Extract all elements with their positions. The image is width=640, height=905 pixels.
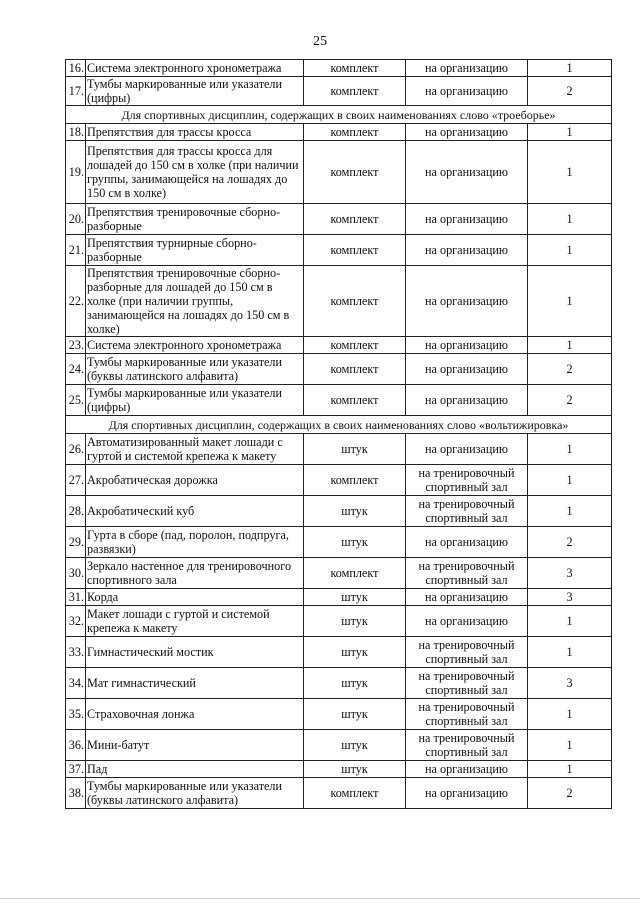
table-row (66, 668, 612, 699)
quantity: 2 (528, 527, 612, 558)
unit-of-measure: комплект (304, 385, 406, 416)
unit-of-measure: комплект (304, 337, 406, 354)
unit-of-measure: штук (304, 606, 406, 637)
item-name: Тумбы маркированные или указатели (буквы латинского алфавита) (86, 354, 304, 385)
item-name: Гурта в сборе (пад, поролон, подпруга, развязки) (86, 527, 304, 558)
table-row (66, 434, 612, 465)
unit-of-measure: штук (304, 730, 406, 761)
calculation-unit: на организацию (406, 527, 528, 558)
quantity: 1 (528, 235, 612, 266)
quantity: 1 (528, 606, 612, 637)
unit-of-measure: комплект (304, 141, 406, 204)
quantity: 1 (528, 730, 612, 761)
row-number: 21. (66, 235, 86, 266)
unit-of-measure: штук (304, 699, 406, 730)
calculation-unit: на тренировочный спортивный зал (406, 558, 528, 589)
unit-of-measure: штук (304, 434, 406, 465)
calculation-unit: на организацию (406, 204, 528, 235)
section-header-row (66, 106, 612, 124)
row-number: 25. (66, 385, 86, 416)
calculation-unit: на организацию (406, 385, 528, 416)
calculation-unit: на тренировочный спортивный зал (406, 699, 528, 730)
item-name: Система электронного хронометража (86, 60, 304, 77)
row-number: 32. (66, 606, 86, 637)
quantity: 3 (528, 558, 612, 589)
unit-of-measure: комплект (304, 204, 406, 235)
row-number: 24. (66, 354, 86, 385)
section-title: Для спортивных дисциплин, содержащих в своих наименованиях слово «вольтижировка» (66, 416, 612, 434)
item-name: Мат гимнастический (86, 668, 304, 699)
calculation-unit: на организацию (406, 778, 528, 809)
calculation-unit: на тренировочный спортивный зал (406, 668, 528, 699)
table-row (66, 730, 612, 761)
quantity: 1 (528, 496, 612, 527)
calculation-unit: на организацию (406, 141, 528, 204)
table-row (66, 606, 612, 637)
table-row (66, 204, 612, 235)
calculation-unit: на организацию (406, 266, 528, 337)
unit-of-measure: штук (304, 496, 406, 527)
quantity: 1 (528, 465, 612, 496)
unit-of-measure: комплект (304, 778, 406, 809)
calculation-unit: на организацию (406, 589, 528, 606)
table-row (66, 465, 612, 496)
row-number: 19. (66, 141, 86, 204)
table-row (66, 337, 612, 354)
item-name: Мини-батут (86, 730, 304, 761)
unit-of-measure: штук (304, 527, 406, 558)
item-name: Страховочная лонжа (86, 699, 304, 730)
quantity: 1 (528, 699, 612, 730)
unit-of-measure: комплект (304, 60, 406, 77)
item-name: Акробатическая дорожка (86, 465, 304, 496)
unit-of-measure: штук (304, 637, 406, 668)
quantity: 2 (528, 354, 612, 385)
table-row (66, 77, 612, 106)
item-name: Корда (86, 589, 304, 606)
unit-of-measure: комплект (304, 124, 406, 141)
row-number: 33. (66, 637, 86, 668)
quantity: 2 (528, 778, 612, 809)
item-name: Автоматизированный макет лошади с гуртой и системой крепежа к макету (86, 434, 304, 465)
quantity: 1 (528, 141, 612, 204)
quantity: 1 (528, 204, 612, 235)
quantity: 2 (528, 385, 612, 416)
table-row (66, 699, 612, 730)
row-number: 26. (66, 434, 86, 465)
row-number: 36. (66, 730, 86, 761)
calculation-unit: на тренировочный спортивный зал (406, 465, 528, 496)
unit-of-measure: штук (304, 668, 406, 699)
calculation-unit: на тренировочный спортивный зал (406, 637, 528, 668)
calculation-unit: на организацию (406, 235, 528, 266)
quantity: 1 (528, 434, 612, 465)
row-number: 34. (66, 668, 86, 699)
quantity: 1 (528, 637, 612, 668)
calculation-unit: на организацию (406, 761, 528, 778)
row-number: 31. (66, 589, 86, 606)
row-number: 17. (66, 77, 86, 106)
quantity: 1 (528, 266, 612, 337)
calculation-unit: на организацию (406, 354, 528, 385)
unit-of-measure: комплект (304, 354, 406, 385)
unit-of-measure: комплект (304, 558, 406, 589)
item-name: Пад (86, 761, 304, 778)
row-number: 35. (66, 699, 86, 730)
calculation-unit: на организацию (406, 606, 528, 637)
unit-of-measure: штук (304, 761, 406, 778)
calculation-unit: на организацию (406, 60, 528, 77)
table-row (66, 589, 612, 606)
table-row (66, 235, 612, 266)
row-number: 16. (66, 60, 86, 77)
row-number: 22. (66, 266, 86, 337)
item-name: Тумбы маркированные или указатели (цифры) (86, 385, 304, 416)
table-row (66, 385, 612, 416)
section-title: Для спортивных дисциплин, содержащих в своих наименованиях слово «троеборье» (66, 106, 612, 124)
table-row (66, 637, 612, 668)
item-name: Препятствия тренировочные сборно-разборные (86, 204, 304, 235)
calculation-unit: на организацию (406, 77, 528, 106)
quantity: 2 (528, 77, 612, 106)
unit-of-measure: штук (304, 589, 406, 606)
table-row (66, 558, 612, 589)
item-name: Препятствия для трассы кросса для лошадей до 150 см в холке (при наличии группы, занимающейся на лошадях до 150 см в холке) (86, 141, 304, 204)
row-number: 38. (66, 778, 86, 809)
item-name: Препятствия для трассы кросса (86, 124, 304, 141)
calculation-unit: на организацию (406, 434, 528, 465)
calculation-unit: на тренировочный спортивный зал (406, 496, 528, 527)
table-row (66, 60, 612, 77)
table-row (66, 527, 612, 558)
row-number: 28. (66, 496, 86, 527)
row-number: 29. (66, 527, 86, 558)
scan-edge-line (0, 898, 640, 899)
quantity: 1 (528, 761, 612, 778)
section-header-row (66, 416, 612, 434)
table-row (66, 124, 612, 141)
item-name: Макет лошади с гуртой и системой крепежа к макету (86, 606, 304, 637)
table-row (66, 141, 612, 204)
quantity: 3 (528, 589, 612, 606)
table-row (66, 778, 612, 809)
row-number: 18. (66, 124, 86, 141)
row-number: 27. (66, 465, 86, 496)
quantity: 1 (528, 124, 612, 141)
table-row (66, 496, 612, 527)
equipment-table (65, 59, 612, 809)
calculation-unit: на организацию (406, 124, 528, 141)
row-number: 23. (66, 337, 86, 354)
table-row (66, 266, 612, 337)
item-name: Акробатический куб (86, 496, 304, 527)
row-number: 37. (66, 761, 86, 778)
row-number: 30. (66, 558, 86, 589)
quantity: 1 (528, 337, 612, 354)
item-name: Система электронного хронометража (86, 337, 304, 354)
page-number: 25 (313, 34, 327, 49)
table-row (66, 761, 612, 778)
item-name: Тумбы маркированные или указатели (буквы латинского алфавита) (86, 778, 304, 809)
unit-of-measure: комплект (304, 266, 406, 337)
quantity: 1 (528, 60, 612, 77)
quantity: 3 (528, 668, 612, 699)
unit-of-measure: комплект (304, 465, 406, 496)
table-row (66, 354, 612, 385)
row-number: 20. (66, 204, 86, 235)
item-name: Зеркало настенное для тренировочного спортивного зала (86, 558, 304, 589)
equipment-table-body (66, 60, 612, 809)
item-name: Тумбы маркированные или указатели (цифры) (86, 77, 304, 106)
item-name: Препятствия тренировочные сборно-разборные для лошадей до 150 см в холке (при наличии группы, занимающейся на лошадях до 150 см в холке) (86, 266, 304, 337)
unit-of-measure: комплект (304, 77, 406, 106)
unit-of-measure: комплект (304, 235, 406, 266)
item-name: Гимнастический мостик (86, 637, 304, 668)
calculation-unit: на тренировочный спортивный зал (406, 730, 528, 761)
calculation-unit: на организацию (406, 337, 528, 354)
item-name: Препятствия турнирные сборно-разборные (86, 235, 304, 266)
